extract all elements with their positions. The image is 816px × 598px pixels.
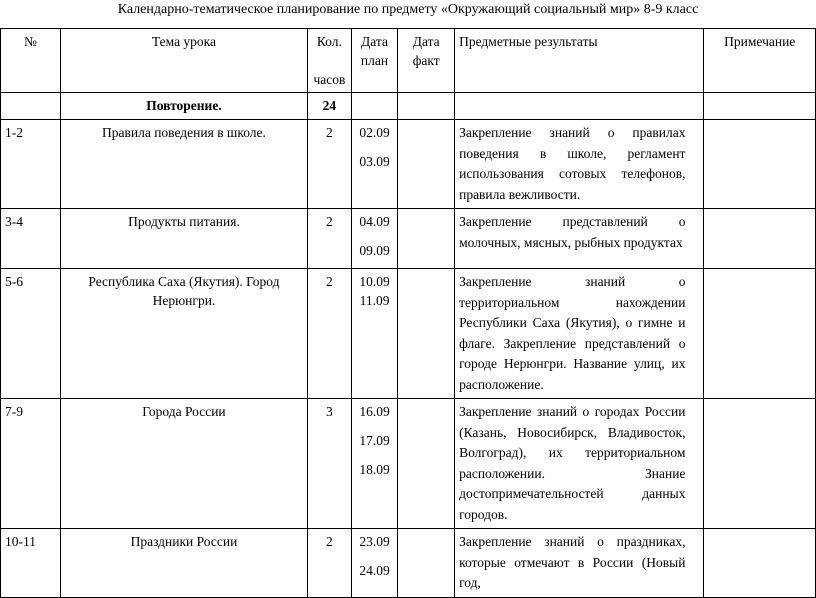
row-date: 24.09 [359, 563, 390, 578]
row-num: 1-2 [1, 120, 61, 209]
row-result: Закрепление знаний о территориальном нахождении Республики Саха (Якутия), о гимне и флаге. Закрепление представлений о городе Нерюнгри. Название улиц, их расположение. [455, 269, 704, 399]
row-date: 03.09 [359, 154, 390, 169]
section-row [1, 93, 816, 120]
row-date: 11.09 [359, 293, 390, 308]
table-row [1, 399, 816, 529]
row-hours: 2 [308, 529, 352, 598]
row-topic: Продукты питания. [60, 209, 307, 269]
row-topic: Праздники России [60, 529, 307, 598]
row-fact [398, 209, 455, 269]
row-note [704, 529, 816, 598]
row-dates [351, 120, 398, 209]
header-note: Примечание [704, 29, 816, 93]
header-hours-line1: Кол. [316, 34, 342, 49]
header-fact-line2: факт [412, 53, 440, 68]
row-result: Закрепление знаний о правилах поведения в школе, регламент использования сотовых телефонов, правила вежливости. [455, 120, 704, 209]
section-plan-cell [351, 93, 398, 120]
page-title: Календарно-тематическое планирование по предмету «Окружающий социальный мир» 8-9 класс [117, 2, 699, 17]
row-date: 10.09 [359, 274, 390, 289]
row-dates [351, 529, 398, 598]
row-hours: 3 [308, 399, 352, 529]
row-date: 04.09 [359, 214, 390, 229]
header-plan [351, 29, 398, 93]
row-dates [351, 269, 398, 399]
row-hours: 2 [308, 209, 352, 269]
row-date: 18.09 [359, 462, 390, 477]
header-topic: Тема урока [60, 29, 307, 93]
row-note [704, 399, 816, 529]
row-result: Закрепление знаний о городах России (Казань, Новосибирск, Владивосток, Волгоград), их территориальном расположении. Знание достопримечательностей данных городов. [455, 399, 704, 529]
header-plan-line2: план [360, 53, 389, 68]
row-fact [398, 120, 455, 209]
section-hours: 24 [308, 93, 352, 120]
row-date: 02.09 [359, 125, 390, 140]
header-hours [308, 29, 352, 93]
header-fact-line1: Дата [412, 34, 440, 49]
row-fact [398, 529, 455, 598]
plan-table [0, 28, 816, 598]
row-hours: 2 [308, 120, 352, 209]
row-result: Закрепление представлений о молочных, мясных, рыбных продуктах [455, 209, 704, 269]
lesson-rows [1, 120, 816, 598]
row-note [704, 269, 816, 399]
row-num: 10-11 [1, 529, 61, 598]
section-note-cell [704, 93, 816, 120]
row-hours: 2 [308, 269, 352, 399]
row-date: 16.09 [359, 404, 390, 419]
section-label: Повторение. [60, 93, 307, 120]
table-row [1, 120, 816, 209]
row-num: 3-4 [1, 209, 61, 269]
table-row [1, 209, 816, 269]
section-result-cell [455, 93, 704, 120]
row-result: Закрепление знаний о праздниках, которые отмечают в России (Новый год, [455, 529, 704, 598]
row-note [704, 209, 816, 269]
header-row [1, 29, 816, 93]
header-plan-line1: Дата [361, 34, 388, 49]
header-results: Предметные результаты [455, 29, 704, 93]
row-dates [351, 399, 398, 529]
row-topic: Республика Саха (Якутия). Город Нерюнгри. [60, 269, 307, 399]
header-num: № [1, 29, 61, 93]
row-topic: Города России [60, 399, 307, 529]
table-row [1, 529, 816, 598]
row-date: 17.09 [359, 433, 390, 448]
row-fact [398, 399, 455, 529]
table-row [1, 269, 816, 399]
row-fact [398, 269, 455, 399]
row-note [704, 120, 816, 209]
row-num: 5-6 [1, 269, 61, 399]
header-fact [398, 29, 455, 93]
row-num: 7-9 [1, 399, 61, 529]
row-date: 09.09 [359, 243, 390, 258]
row-dates [351, 209, 398, 269]
header-hours-line2: часов [313, 72, 346, 87]
section-num-cell [1, 93, 61, 120]
row-topic: Правила поведения в школе. [60, 120, 307, 209]
section-fact-cell [398, 93, 455, 120]
row-date: 23.09 [359, 534, 390, 549]
